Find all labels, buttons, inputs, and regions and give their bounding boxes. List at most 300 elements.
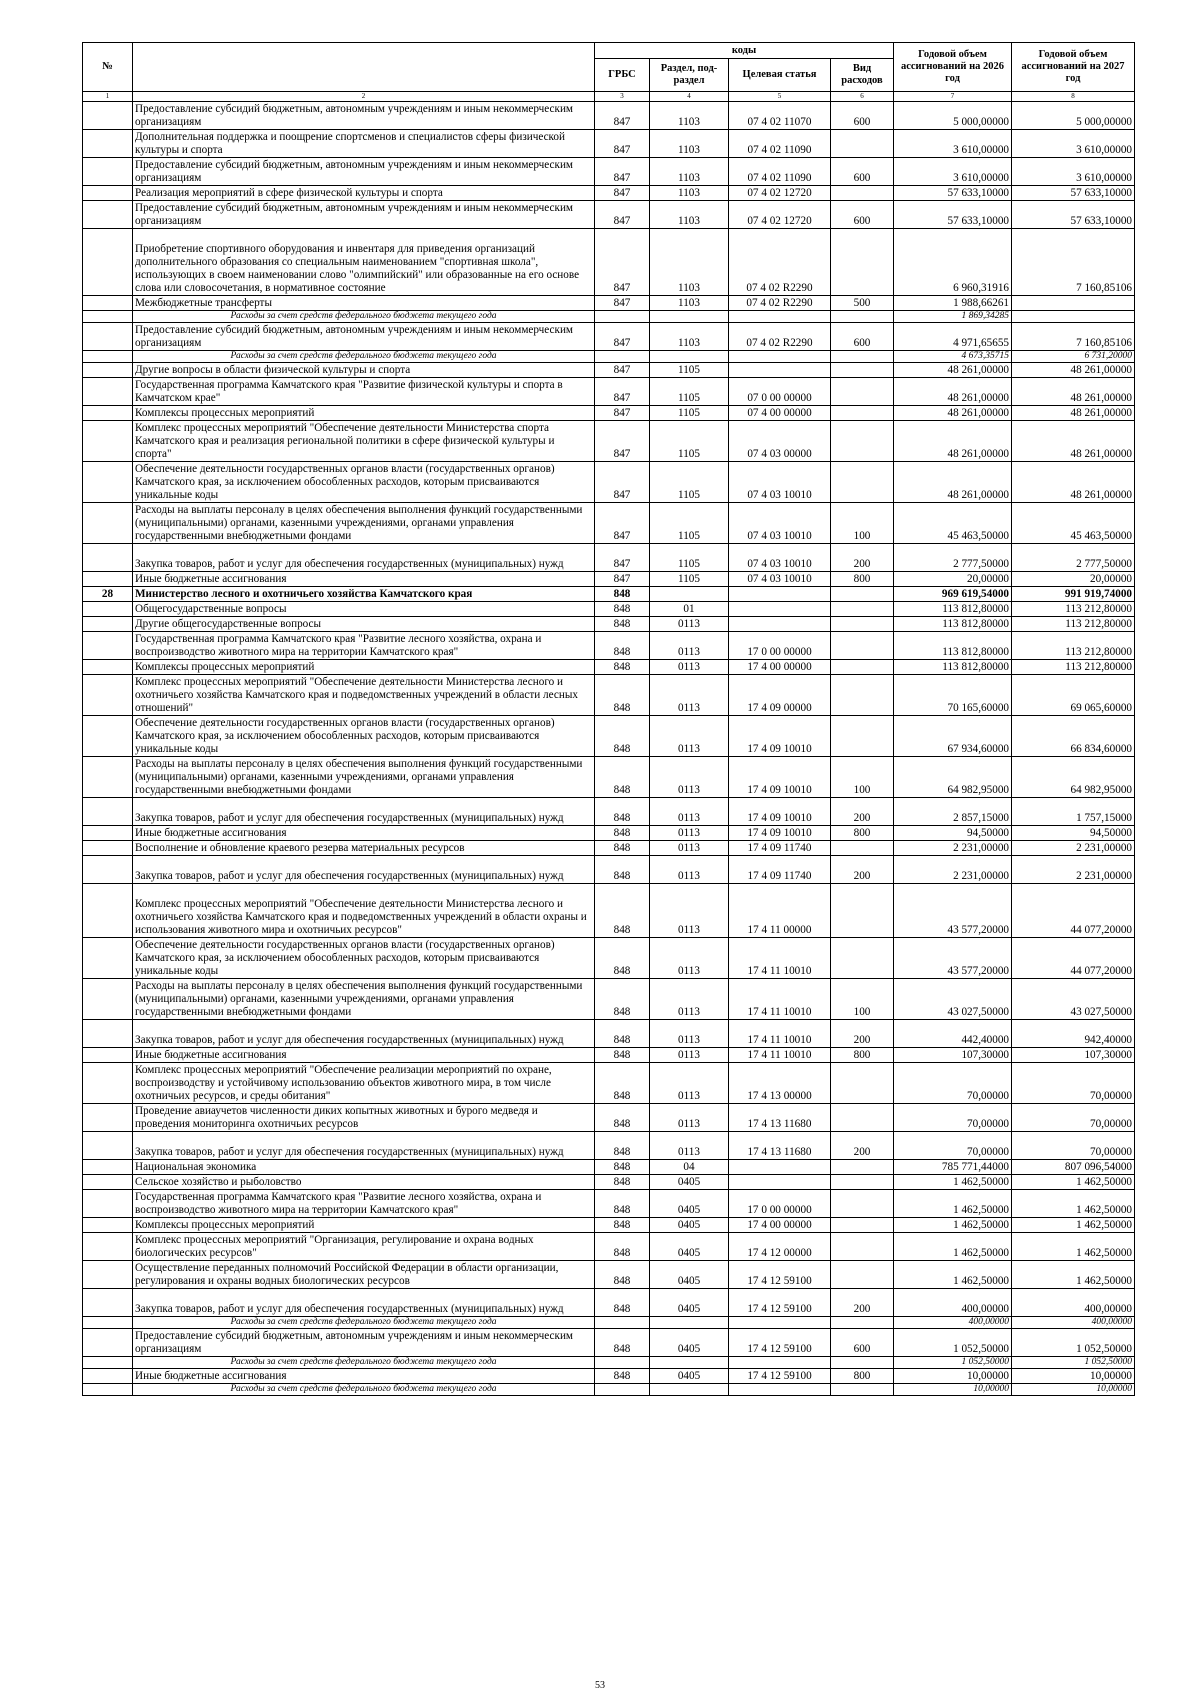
table-row	[83, 572, 1135, 587]
row-grbs: 848	[595, 675, 650, 716]
table-row	[83, 1233, 1135, 1261]
row-target-article: 17 4 11 10010	[729, 1020, 831, 1048]
row-name: Реализация мероприятий в сфере физической культуры и спорта	[133, 186, 595, 201]
row-number	[83, 1218, 133, 1233]
row-amount-2027: 113 212,80000	[1012, 632, 1135, 660]
row-number	[83, 1160, 133, 1175]
row-section: 0405	[650, 1261, 729, 1289]
row-grbs: 847	[595, 544, 650, 572]
column-number-row	[83, 92, 1135, 102]
row-expense-type	[831, 1175, 894, 1190]
federal-funds-row	[83, 1384, 1135, 1396]
row-section: 1103	[650, 158, 729, 186]
row-expense-type	[831, 884, 894, 938]
row-grbs: 847	[595, 323, 650, 351]
row-name: Расходы за счет средств федерального бюджета текущего года	[133, 1357, 595, 1369]
row-name: Проведение авиаучетов численности диких копытных животных и бурого медведя и проведения мониторинга охотничьих ресурсов	[133, 1104, 595, 1132]
row-amount-2026: 70,00000	[894, 1132, 1012, 1160]
row-section: 1105	[650, 363, 729, 378]
row-section: 0405	[650, 1233, 729, 1261]
row-target-article: 17 4 12 59100	[729, 1261, 831, 1289]
row-name: Расходы на выплаты персоналу в целях обеспечения выполнения функций государственными (муниципальными) органами, казенными учреждениями, органами управления государственными внебюджетными фондами	[133, 503, 595, 544]
table-row	[83, 323, 1135, 351]
row-expense-type: 800	[831, 1369, 894, 1384]
row-amount-2027: 1 462,50000	[1012, 1261, 1135, 1289]
row-amount-2027: 1 757,15000	[1012, 798, 1135, 826]
row-expense-type: 200	[831, 798, 894, 826]
row-amount-2026: 400,00000	[894, 1317, 1012, 1329]
row-name: Комплекс процессных мероприятий "Обеспечение деятельности Министерства лесного и охотничьего хозяйства Камчатского края и подведомственных учреждений в области охраны и использования животного мира и охотничьих ресурсов"	[133, 884, 595, 938]
row-expense-type	[831, 186, 894, 201]
row-name: Государственная программа Камчатского края "Развитие лесного хозяйства, охрана и воспроизводство животного мира на территории Камчатского края"	[133, 632, 595, 660]
table-row	[83, 856, 1135, 884]
row-grbs: 847	[595, 406, 650, 421]
row-grbs	[595, 311, 650, 323]
row-name: Комплексы процессных мероприятий	[133, 1218, 595, 1233]
row-target-article: 17 4 00 00000	[729, 660, 831, 675]
row-amount-2026: 94,50000	[894, 826, 1012, 841]
row-name: Предоставление субсидий бюджетным, автономным учреждениям и иным некоммерческим организациям	[133, 102, 595, 130]
row-target-article: 07 4 02 11090	[729, 130, 831, 158]
table-row	[83, 406, 1135, 421]
row-section: 1103	[650, 201, 729, 229]
row-amount-2027: 113 212,80000	[1012, 617, 1135, 632]
row-amount-2026: 4 971,65655	[894, 323, 1012, 351]
row-name: Осуществление переданных полномочий Российской Федерации в области организации, регулирования и охраны водных биологических ресурсов	[133, 1261, 595, 1289]
row-expense-type	[831, 421, 894, 462]
row-expense-type	[831, 363, 894, 378]
row-number	[83, 617, 133, 632]
row-expense-type	[831, 1063, 894, 1104]
budget-table-sheet	[82, 42, 1134, 1396]
row-target-article	[729, 363, 831, 378]
column-number: 2	[133, 92, 595, 102]
row-amount-2027: 1 052,50000	[1012, 1329, 1135, 1357]
row-number	[83, 102, 133, 130]
row-number	[83, 201, 133, 229]
row-amount-2026: 3 610,00000	[894, 130, 1012, 158]
table-row	[83, 587, 1135, 602]
row-number	[83, 351, 133, 363]
row-section: 0113	[650, 979, 729, 1020]
row-name: Другие общегосударственные вопросы	[133, 617, 595, 632]
row-grbs	[595, 351, 650, 363]
row-number	[83, 856, 133, 884]
table-row	[83, 201, 1135, 229]
row-number	[83, 296, 133, 311]
row-section: 0113	[650, 1104, 729, 1132]
page-number: 53	[595, 1680, 605, 1691]
row-amount-2026: 107,30000	[894, 1048, 1012, 1063]
row-amount-2027: 44 077,20000	[1012, 938, 1135, 979]
column-number: 6	[831, 92, 894, 102]
row-target-article: 17 4 09 11740	[729, 841, 831, 856]
row-grbs: 847	[595, 158, 650, 186]
row-section: 04	[650, 1160, 729, 1175]
row-section	[650, 587, 729, 602]
row-expense-type	[831, 587, 894, 602]
row-number	[83, 660, 133, 675]
row-name: Обеспечение деятельности государственных органов власти (государственных органов) Камчатского края, за исключением обособленных расходов, которым присваиваются уникальные коды	[133, 716, 595, 757]
row-target-article: 17 4 09 10010	[729, 716, 831, 757]
row-grbs: 847	[595, 201, 650, 229]
row-number	[83, 311, 133, 323]
row-amount-2027: 20,00000	[1012, 572, 1135, 587]
row-target-article: 17 4 13 00000	[729, 1063, 831, 1104]
row-expense-type	[831, 841, 894, 856]
row-expense-type: 600	[831, 1329, 894, 1357]
row-target-article: 17 4 09 10010	[729, 757, 831, 798]
table-row	[83, 1020, 1135, 1048]
row-amount-2026: 48 261,00000	[894, 378, 1012, 406]
row-grbs	[595, 1357, 650, 1369]
row-target-article: 07 4 03 10010	[729, 462, 831, 503]
row-expense-type	[831, 1190, 894, 1218]
row-name: Расходы за счет средств федерального бюджета текущего года	[133, 1384, 595, 1396]
row-amount-2026: 113 812,80000	[894, 632, 1012, 660]
row-number	[83, 1020, 133, 1048]
row-grbs: 847	[595, 229, 650, 296]
row-amount-2027: 43 027,50000	[1012, 979, 1135, 1020]
row-expense-type: 200	[831, 1020, 894, 1048]
row-name: Комплексы процессных мероприятий	[133, 660, 595, 675]
row-number	[83, 378, 133, 406]
row-expense-type	[831, 1384, 894, 1396]
row-target-article: 17 0 00 00000	[729, 632, 831, 660]
row-amount-2027: 2 231,00000	[1012, 841, 1135, 856]
row-section: 1105	[650, 421, 729, 462]
row-number	[83, 462, 133, 503]
row-amount-2026: 70 165,60000	[894, 675, 1012, 716]
row-section: 1105	[650, 378, 729, 406]
row-expense-type: 600	[831, 158, 894, 186]
table-row	[83, 675, 1135, 716]
row-target-article	[729, 1357, 831, 1369]
row-amount-2027: 94,50000	[1012, 826, 1135, 841]
row-grbs: 848	[595, 1175, 650, 1190]
row-name: Комплекс процессных мероприятий "Обеспечение реализации мероприятий по охране, воспроизводству и устойчивому использованию объектов животного мира, в том числе охотничьих ресурсов, и среды обитания"	[133, 1063, 595, 1104]
row-grbs: 848	[595, 660, 650, 675]
row-expense-type: 100	[831, 503, 894, 544]
row-number	[83, 675, 133, 716]
row-amount-2026: 2 231,00000	[894, 841, 1012, 856]
row-grbs: 847	[595, 462, 650, 503]
row-amount-2027: 7 160,85106	[1012, 323, 1135, 351]
row-amount-2027: 48 261,00000	[1012, 421, 1135, 462]
row-number	[83, 1369, 133, 1384]
row-expense-type	[831, 602, 894, 617]
row-amount-2027: 991 919,74000	[1012, 587, 1135, 602]
row-target-article	[729, 1384, 831, 1396]
row-grbs: 847	[595, 296, 650, 311]
row-amount-2027: 2 231,00000	[1012, 856, 1135, 884]
row-section: 1103	[650, 296, 729, 311]
row-grbs: 848	[595, 617, 650, 632]
row-grbs: 847	[595, 421, 650, 462]
row-number	[83, 1104, 133, 1132]
row-target-article: 17 4 11 00000	[729, 884, 831, 938]
row-target-article: 17 4 09 11740	[729, 856, 831, 884]
row-target-article: 17 4 12 59100	[729, 1369, 831, 1384]
row-target-article: 07 4 02 12720	[729, 201, 831, 229]
row-section: 1105	[650, 462, 729, 503]
row-target-article: 07 4 02 R2290	[729, 296, 831, 311]
row-name: Расходы за счет средств федерального бюджета текущего года	[133, 351, 595, 363]
row-grbs: 848	[595, 938, 650, 979]
budget-table	[82, 42, 1135, 1396]
row-target-article: 07 4 03 10010	[729, 503, 831, 544]
row-grbs: 847	[595, 186, 650, 201]
row-expense-type	[831, 716, 894, 757]
table-row	[83, 462, 1135, 503]
table-row	[83, 979, 1135, 1020]
row-amount-2026: 4 673,35715	[894, 351, 1012, 363]
row-target-article	[729, 1160, 831, 1175]
row-section: 0113	[650, 1020, 729, 1048]
row-amount-2026: 70,00000	[894, 1063, 1012, 1104]
table-row	[83, 158, 1135, 186]
row-amount-2026: 20,00000	[894, 572, 1012, 587]
row-name: Иные бюджетные ассигнования	[133, 1369, 595, 1384]
row-number	[83, 229, 133, 296]
row-number	[83, 130, 133, 158]
table-row	[83, 826, 1135, 841]
table-body	[83, 102, 1135, 1396]
row-number	[83, 1190, 133, 1218]
table-row	[83, 1160, 1135, 1175]
column-number: 5	[729, 92, 831, 102]
row-number	[83, 1132, 133, 1160]
table-row	[83, 1104, 1135, 1132]
row-number	[83, 363, 133, 378]
row-grbs: 847	[595, 572, 650, 587]
row-number	[83, 158, 133, 186]
row-expense-type	[831, 311, 894, 323]
row-amount-2026: 48 261,00000	[894, 406, 1012, 421]
row-name: Предоставление субсидий бюджетным, автономным учреждениям и иным некоммерческим организациям	[133, 323, 595, 351]
table-row	[83, 1190, 1135, 1218]
row-target-article: 07 4 02 12720	[729, 186, 831, 201]
row-amount-2027: 48 261,00000	[1012, 462, 1135, 503]
row-amount-2027: 66 834,60000	[1012, 716, 1135, 757]
row-name: Приобретение спортивного оборудования и инвентаря для приведения организаций дополнительного образования со специальным наименованием "спортивная школа", использующих в своем наименовании слово "олимпийский" или образованные на его основе слова или словосочетания, в нормативное состояние	[133, 229, 595, 296]
row-name: Государственная программа Камчатского края "Развитие лесного хозяйства, охрана и воспроизводство животного мира на территории Камчатского края"	[133, 1190, 595, 1218]
row-expense-type	[831, 1233, 894, 1261]
row-number	[83, 1063, 133, 1104]
row-amount-2027: 942,40000	[1012, 1020, 1135, 1048]
row-amount-2026: 785 771,44000	[894, 1160, 1012, 1175]
row-amount-2026: 48 261,00000	[894, 363, 1012, 378]
row-name: Восполнение и обновление краевого резерва материальных ресурсов	[133, 841, 595, 856]
row-amount-2026: 43 577,20000	[894, 884, 1012, 938]
row-section: 0113	[650, 1048, 729, 1063]
federal-funds-row	[83, 311, 1135, 323]
row-grbs: 848	[595, 1132, 650, 1160]
row-section: 0113	[650, 632, 729, 660]
row-name: Предоставление субсидий бюджетным, автономным учреждениям и иным некоммерческим организациям	[133, 158, 595, 186]
row-number	[83, 323, 133, 351]
row-amount-2026: 442,40000	[894, 1020, 1012, 1048]
row-name: Общегосударственные вопросы	[133, 602, 595, 617]
row-section: 1103	[650, 323, 729, 351]
row-amount-2027	[1012, 296, 1135, 311]
column-number: 4	[650, 92, 729, 102]
row-section: 0113	[650, 675, 729, 716]
row-expense-type	[831, 351, 894, 363]
row-name: Закупка товаров, работ и услуг для обеспечения государственных (муниципальных) нужд	[133, 798, 595, 826]
row-grbs	[595, 1317, 650, 1329]
row-grbs: 847	[595, 102, 650, 130]
row-amount-2027: 48 261,00000	[1012, 378, 1135, 406]
row-expense-type	[831, 938, 894, 979]
row-target-article: 17 4 00 00000	[729, 1218, 831, 1233]
row-name: Сельское хозяйство и рыболовство	[133, 1175, 595, 1190]
row-number	[83, 1289, 133, 1317]
table-row	[83, 1132, 1135, 1160]
row-amount-2027: 57 633,10000	[1012, 201, 1135, 229]
row-amount-2027: 400,00000	[1012, 1289, 1135, 1317]
row-expense-type: 100	[831, 757, 894, 798]
row-amount-2027: 1 462,50000	[1012, 1233, 1135, 1261]
row-grbs: 848	[595, 1369, 650, 1384]
row-expense-type: 800	[831, 826, 894, 841]
row-name: Расходы на выплаты персоналу в целях обеспечения выполнения функций государственными (муниципальными) органами, казенными учреждениями, органами управления государственными внебюджетными фондами	[133, 979, 595, 1020]
row-target-article	[729, 587, 831, 602]
row-section	[650, 351, 729, 363]
row-name: Закупка товаров, работ и услуг для обеспечения государственных (муниципальных) нужд	[133, 1289, 595, 1317]
header-year-2027: Годовой объем ассигнований на 2027 год	[1012, 43, 1135, 92]
table-row	[83, 1048, 1135, 1063]
row-amount-2027: 113 212,80000	[1012, 660, 1135, 675]
row-number	[83, 632, 133, 660]
header-expense-type: Вид расходов	[831, 59, 894, 92]
row-target-article: 17 4 12 00000	[729, 1233, 831, 1261]
row-expense-type	[831, 378, 894, 406]
row-expense-type	[831, 1160, 894, 1175]
table-row	[83, 938, 1135, 979]
row-amount-2027: 44 077,20000	[1012, 884, 1135, 938]
table-row	[83, 1261, 1135, 1289]
row-expense-type: 800	[831, 1048, 894, 1063]
row-amount-2027: 69 065,60000	[1012, 675, 1135, 716]
row-name: Комплекс процессных мероприятий "Обеспечение деятельности Министерства спорта Камчатского края и реализация региональной политики в сфере физической культуры и спорта"	[133, 421, 595, 462]
table-row	[83, 757, 1135, 798]
row-grbs: 848	[595, 826, 650, 841]
row-grbs: 848	[595, 979, 650, 1020]
row-amount-2027: 1 462,50000	[1012, 1218, 1135, 1233]
row-name: Другие вопросы в области физической культуры и спорта	[133, 363, 595, 378]
table-row	[83, 130, 1135, 158]
row-target-article: 07 4 02 R2290	[729, 323, 831, 351]
row-number	[83, 1329, 133, 1357]
row-amount-2027: 3 610,00000	[1012, 130, 1135, 158]
table-row	[83, 617, 1135, 632]
row-expense-type: 600	[831, 201, 894, 229]
row-expense-type	[831, 675, 894, 716]
row-section: 0113	[650, 856, 729, 884]
row-target-article: 17 4 09 10010	[729, 798, 831, 826]
table-row	[83, 229, 1135, 296]
row-amount-2026: 10,00000	[894, 1384, 1012, 1396]
row-expense-type: 200	[831, 856, 894, 884]
row-target-article: 17 4 13 11680	[729, 1132, 831, 1160]
table-row	[83, 1329, 1135, 1357]
row-name: Закупка товаров, работ и услуг для обеспечения государственных (муниципальных) нужд	[133, 544, 595, 572]
row-name: Комплекс процессных мероприятий "Обеспечение деятельности Министерства лесного и охотничьего хозяйства Камчатского края и подведомственных учреждений в области лесных отношений"	[133, 675, 595, 716]
row-name: Дополнительная поддержка и поощрение спортсменов и специалистов сферы физической культуры и спорта	[133, 130, 595, 158]
row-section	[650, 1317, 729, 1329]
row-section: 0113	[650, 938, 729, 979]
row-number	[83, 798, 133, 826]
row-number	[83, 1357, 133, 1369]
column-number: 8	[1012, 92, 1135, 102]
row-section: 1105	[650, 406, 729, 421]
row-grbs: 848	[595, 1261, 650, 1289]
column-number: 7	[894, 92, 1012, 102]
row-expense-type	[831, 660, 894, 675]
row-amount-2027: 48 261,00000	[1012, 363, 1135, 378]
row-section: 0405	[650, 1329, 729, 1357]
row-section: 0113	[650, 660, 729, 675]
row-amount-2026: 3 610,00000	[894, 158, 1012, 186]
row-grbs: 848	[595, 1289, 650, 1317]
header-target-article: Целевая статья	[729, 59, 831, 92]
row-amount-2026: 2 777,50000	[894, 544, 1012, 572]
row-amount-2026: 1 052,50000	[894, 1357, 1012, 1369]
row-amount-2027: 10,00000	[1012, 1384, 1135, 1396]
row-grbs: 848	[595, 1218, 650, 1233]
row-amount-2027: 70,00000	[1012, 1132, 1135, 1160]
header-codes: коды	[595, 43, 894, 59]
row-name: Расходы на выплаты персоналу в целях обеспечения выполнения функций государственными (муниципальными) органами, казенными учреждениями, органами управления государственными внебюджетными фондами	[133, 757, 595, 798]
row-amount-2027: 48 261,00000	[1012, 406, 1135, 421]
row-name: Комплекс процессных мероприятий "Организация, регулирование и охрана водных биологических ресурсов"	[133, 1233, 595, 1261]
row-amount-2026: 113 812,80000	[894, 660, 1012, 675]
row-amount-2027: 70,00000	[1012, 1104, 1135, 1132]
row-grbs: 848	[595, 1190, 650, 1218]
row-number	[83, 938, 133, 979]
row-grbs: 848	[595, 798, 650, 826]
row-amount-2026: 57 633,10000	[894, 186, 1012, 201]
row-amount-2027: 7 160,85106	[1012, 229, 1135, 296]
row-expense-type	[831, 1104, 894, 1132]
row-amount-2026: 1 462,50000	[894, 1218, 1012, 1233]
row-section: 0113	[650, 1132, 729, 1160]
row-grbs: 848	[595, 1048, 650, 1063]
row-section: 1103	[650, 130, 729, 158]
row-grbs	[595, 1384, 650, 1396]
row-amount-2026: 45 463,50000	[894, 503, 1012, 544]
row-amount-2026: 1 462,50000	[894, 1190, 1012, 1218]
row-amount-2026: 64 982,95000	[894, 757, 1012, 798]
row-section: 0405	[650, 1190, 729, 1218]
row-number	[83, 544, 133, 572]
row-section: 0113	[650, 841, 729, 856]
row-amount-2027: 1 462,50000	[1012, 1190, 1135, 1218]
row-number	[83, 884, 133, 938]
row-grbs: 848	[595, 602, 650, 617]
header-section: Раздел, под-раздел	[650, 59, 729, 92]
row-number	[83, 979, 133, 1020]
row-number: 28	[83, 587, 133, 602]
row-section: 0113	[650, 1063, 729, 1104]
row-amount-2026: 67 934,60000	[894, 716, 1012, 757]
row-expense-type: 600	[831, 323, 894, 351]
row-grbs: 848	[595, 1329, 650, 1357]
row-expense-type: 100	[831, 979, 894, 1020]
row-number	[83, 602, 133, 617]
row-target-article: 07 4 03 00000	[729, 421, 831, 462]
